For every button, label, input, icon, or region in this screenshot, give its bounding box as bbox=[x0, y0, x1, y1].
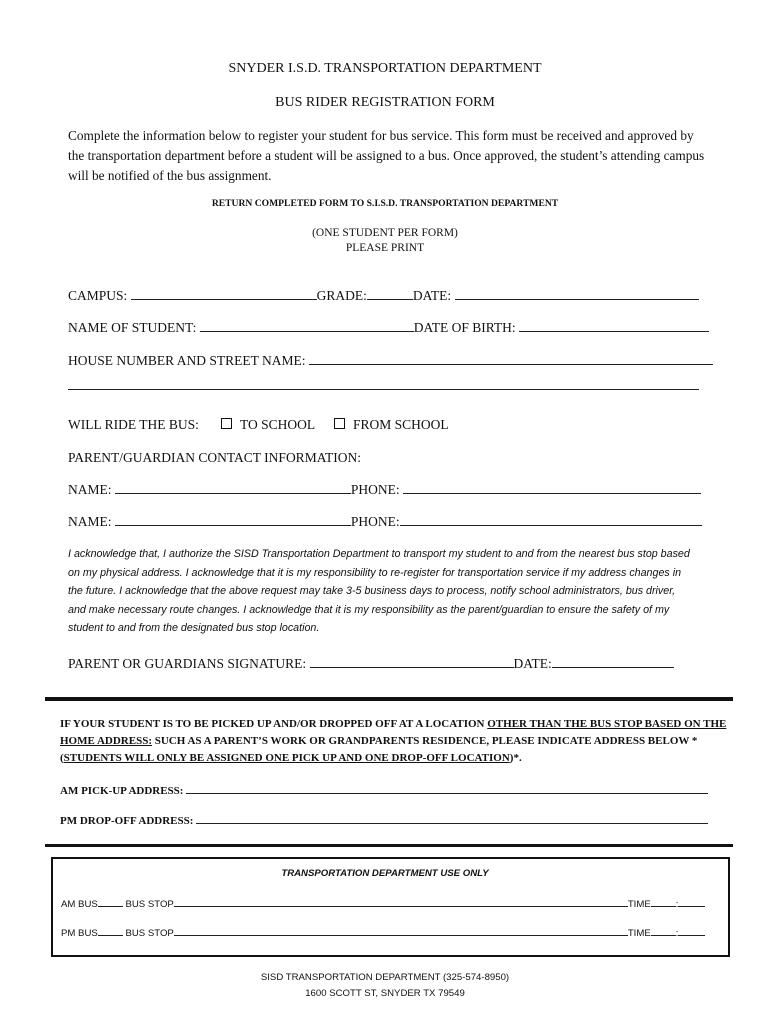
grade-label: GRADE: bbox=[316, 288, 367, 303]
signature-field[interactable] bbox=[310, 656, 514, 668]
am-time-colon: : bbox=[675, 899, 679, 910]
dob-label: DATE OF BIRTH: bbox=[413, 320, 516, 335]
am-pickup-field[interactable] bbox=[186, 782, 708, 794]
pm-time-minute-field[interactable] bbox=[678, 926, 705, 936]
pm-bus-stop-field[interactable] bbox=[174, 926, 628, 936]
pm-dropoff-field[interactable] bbox=[196, 812, 708, 824]
pm-time-hour-field[interactable] bbox=[651, 926, 676, 936]
signature-row bbox=[68, 656, 674, 672]
student-name-label: NAME OF STUDENT: bbox=[68, 320, 197, 335]
alt-location-text-5: )*. bbox=[509, 752, 522, 764]
pm-time-label: TIME bbox=[627, 928, 651, 939]
campus-row bbox=[68, 288, 699, 304]
signature-label: PARENT OR GUARDIANS SIGNATURE: bbox=[68, 656, 307, 671]
section-divider-top bbox=[45, 697, 733, 701]
address-field-line2[interactable] bbox=[68, 389, 699, 390]
campus-field[interactable] bbox=[131, 288, 317, 300]
ride-row bbox=[68, 417, 199, 433]
grade-field[interactable] bbox=[367, 288, 413, 300]
alt-location-paragraph bbox=[60, 716, 740, 767]
department-title: SNYDER I.S.D. TRANSPORTATION DEPARTMENT bbox=[228, 61, 542, 76]
am-time-label: TIME bbox=[627, 899, 651, 910]
address-field[interactable] bbox=[309, 353, 713, 365]
pm-bus-label: PM BUS bbox=[61, 928, 98, 939]
signature-date-label: DATE: bbox=[513, 656, 552, 671]
form-title: BUS RIDER REGISTRATION FORM bbox=[275, 95, 495, 110]
contact-phone-field-1[interactable] bbox=[403, 482, 701, 494]
pm-bus-row bbox=[61, 926, 705, 939]
signature-date-field[interactable] bbox=[552, 656, 674, 668]
footer-phone: SISD TRANSPORTATION DEPARTMENT (325-574-8950) bbox=[260, 972, 510, 983]
contact-name-field-2[interactable] bbox=[115, 514, 351, 526]
contact-name-label-1: NAME: bbox=[68, 482, 112, 497]
contact-row-1 bbox=[68, 482, 701, 498]
alt-location-text-2: OTHER THAN THE BUS STOP BASED ON THE HOME ADDRESS: bbox=[60, 718, 727, 747]
from-school-label: FROM SCHOOL bbox=[353, 417, 449, 432]
acknowledgement-paragraph: I acknowledge that, I authorize the SISD Transportation Department to transport my student to and from the nearest bus stop based on my physical address. I acknowledge that it is my responsibility to re-register for transportation service if my address changes in the future. I acknowledge that the above request may take 3-5 business days to process, notify school administrators, bus driver, and make necessary route changes. I acknowledge that it is my responsibility as the parent/guardian to ensure the safety of my student to and from the designated bus stop location. bbox=[68, 548, 690, 634]
pm-dropoff-row bbox=[60, 812, 708, 827]
contact-heading: PARENT/GUARDIAN CONTACT INFORMATION: bbox=[68, 450, 361, 465]
contact-phone-label-1: PHONE: bbox=[350, 482, 400, 497]
section-divider-bottom bbox=[45, 844, 733, 847]
am-bus-label: AM BUS bbox=[61, 899, 98, 910]
contact-phone-label-2: PHONE: bbox=[350, 514, 400, 529]
alt-location-text-4: STUDENTS WILL ONLY BE ASSIGNED ONE PICK UP AND ONE DROP-OFF LOCATION bbox=[63, 752, 510, 764]
from-school-checkbox[interactable] bbox=[334, 418, 345, 429]
contact-name-label-2: NAME: bbox=[68, 514, 112, 529]
student-name-field[interactable] bbox=[200, 320, 414, 332]
am-bus-field[interactable] bbox=[98, 897, 123, 907]
footer-address: 1600 SCOTT ST, SNYDER TX 79549 bbox=[305, 988, 465, 999]
contact-row-2 bbox=[68, 514, 702, 530]
one-student-note: (ONE STUDENT PER FORM) bbox=[312, 227, 458, 239]
am-bus-row bbox=[61, 897, 705, 910]
dob-field[interactable] bbox=[519, 320, 709, 332]
date-field[interactable] bbox=[455, 288, 699, 300]
contact-phone-field-2[interactable] bbox=[400, 514, 702, 526]
pm-dropoff-label: PM DROP-OFF ADDRESS: bbox=[60, 815, 194, 827]
address-label: HOUSE NUMBER AND STREET NAME: bbox=[68, 353, 306, 368]
campus-label: CAMPUS: bbox=[68, 288, 128, 303]
from-school-option[interactable] bbox=[334, 417, 449, 433]
intro-paragraph: Complete the information below to register your student for bus service. This form must be received and approved by the transportation department before a student will be assigned to a bus. Once approved, the student’s attending campus will be notified of the bus assignment. bbox=[68, 128, 705, 183]
please-print-note: PLEASE PRINT bbox=[345, 242, 425, 254]
will-ride-label: WILL RIDE THE BUS: bbox=[68, 417, 199, 432]
am-bus-stop-field[interactable] bbox=[174, 897, 628, 907]
return-note: RETURN COMPLETED FORM TO S.I.S.D. TRANSPORTATION DEPARTMENT bbox=[211, 198, 559, 209]
department-use-title: TRANSPORTATION DEPARTMENT USE ONLY bbox=[281, 868, 489, 879]
address-row bbox=[68, 353, 713, 369]
date-label: DATE: bbox=[412, 288, 452, 303]
am-pickup-row bbox=[60, 782, 708, 797]
pm-time-colon: : bbox=[675, 928, 679, 939]
pm-bus-field[interactable] bbox=[98, 926, 123, 936]
am-pickup-label: AM PICK-UP ADDRESS: bbox=[60, 785, 184, 797]
am-time-hour-field[interactable] bbox=[651, 897, 676, 907]
am-bus-stop-label: BUS STOP bbox=[125, 899, 174, 910]
to-school-label: TO SCHOOL bbox=[240, 417, 316, 432]
alt-location-text-3: SUCH AS A PARENT’S WORK OR GRANDPARENTS RESIDENCE, PLEASE INDICATE ADDRESS BELOW *( bbox=[60, 735, 698, 764]
to-school-option[interactable] bbox=[221, 417, 315, 433]
contact-name-field-1[interactable] bbox=[115, 482, 351, 494]
pm-bus-stop-label: BUS STOP bbox=[125, 928, 174, 939]
to-school-checkbox[interactable] bbox=[221, 418, 232, 429]
student-row bbox=[68, 320, 709, 336]
alt-location-text-1: IF YOUR STUDENT IS TO BE PICKED UP AND/OR DROPPED OFF AT A LOCATION bbox=[60, 718, 488, 730]
am-time-minute-field[interactable] bbox=[678, 897, 705, 907]
